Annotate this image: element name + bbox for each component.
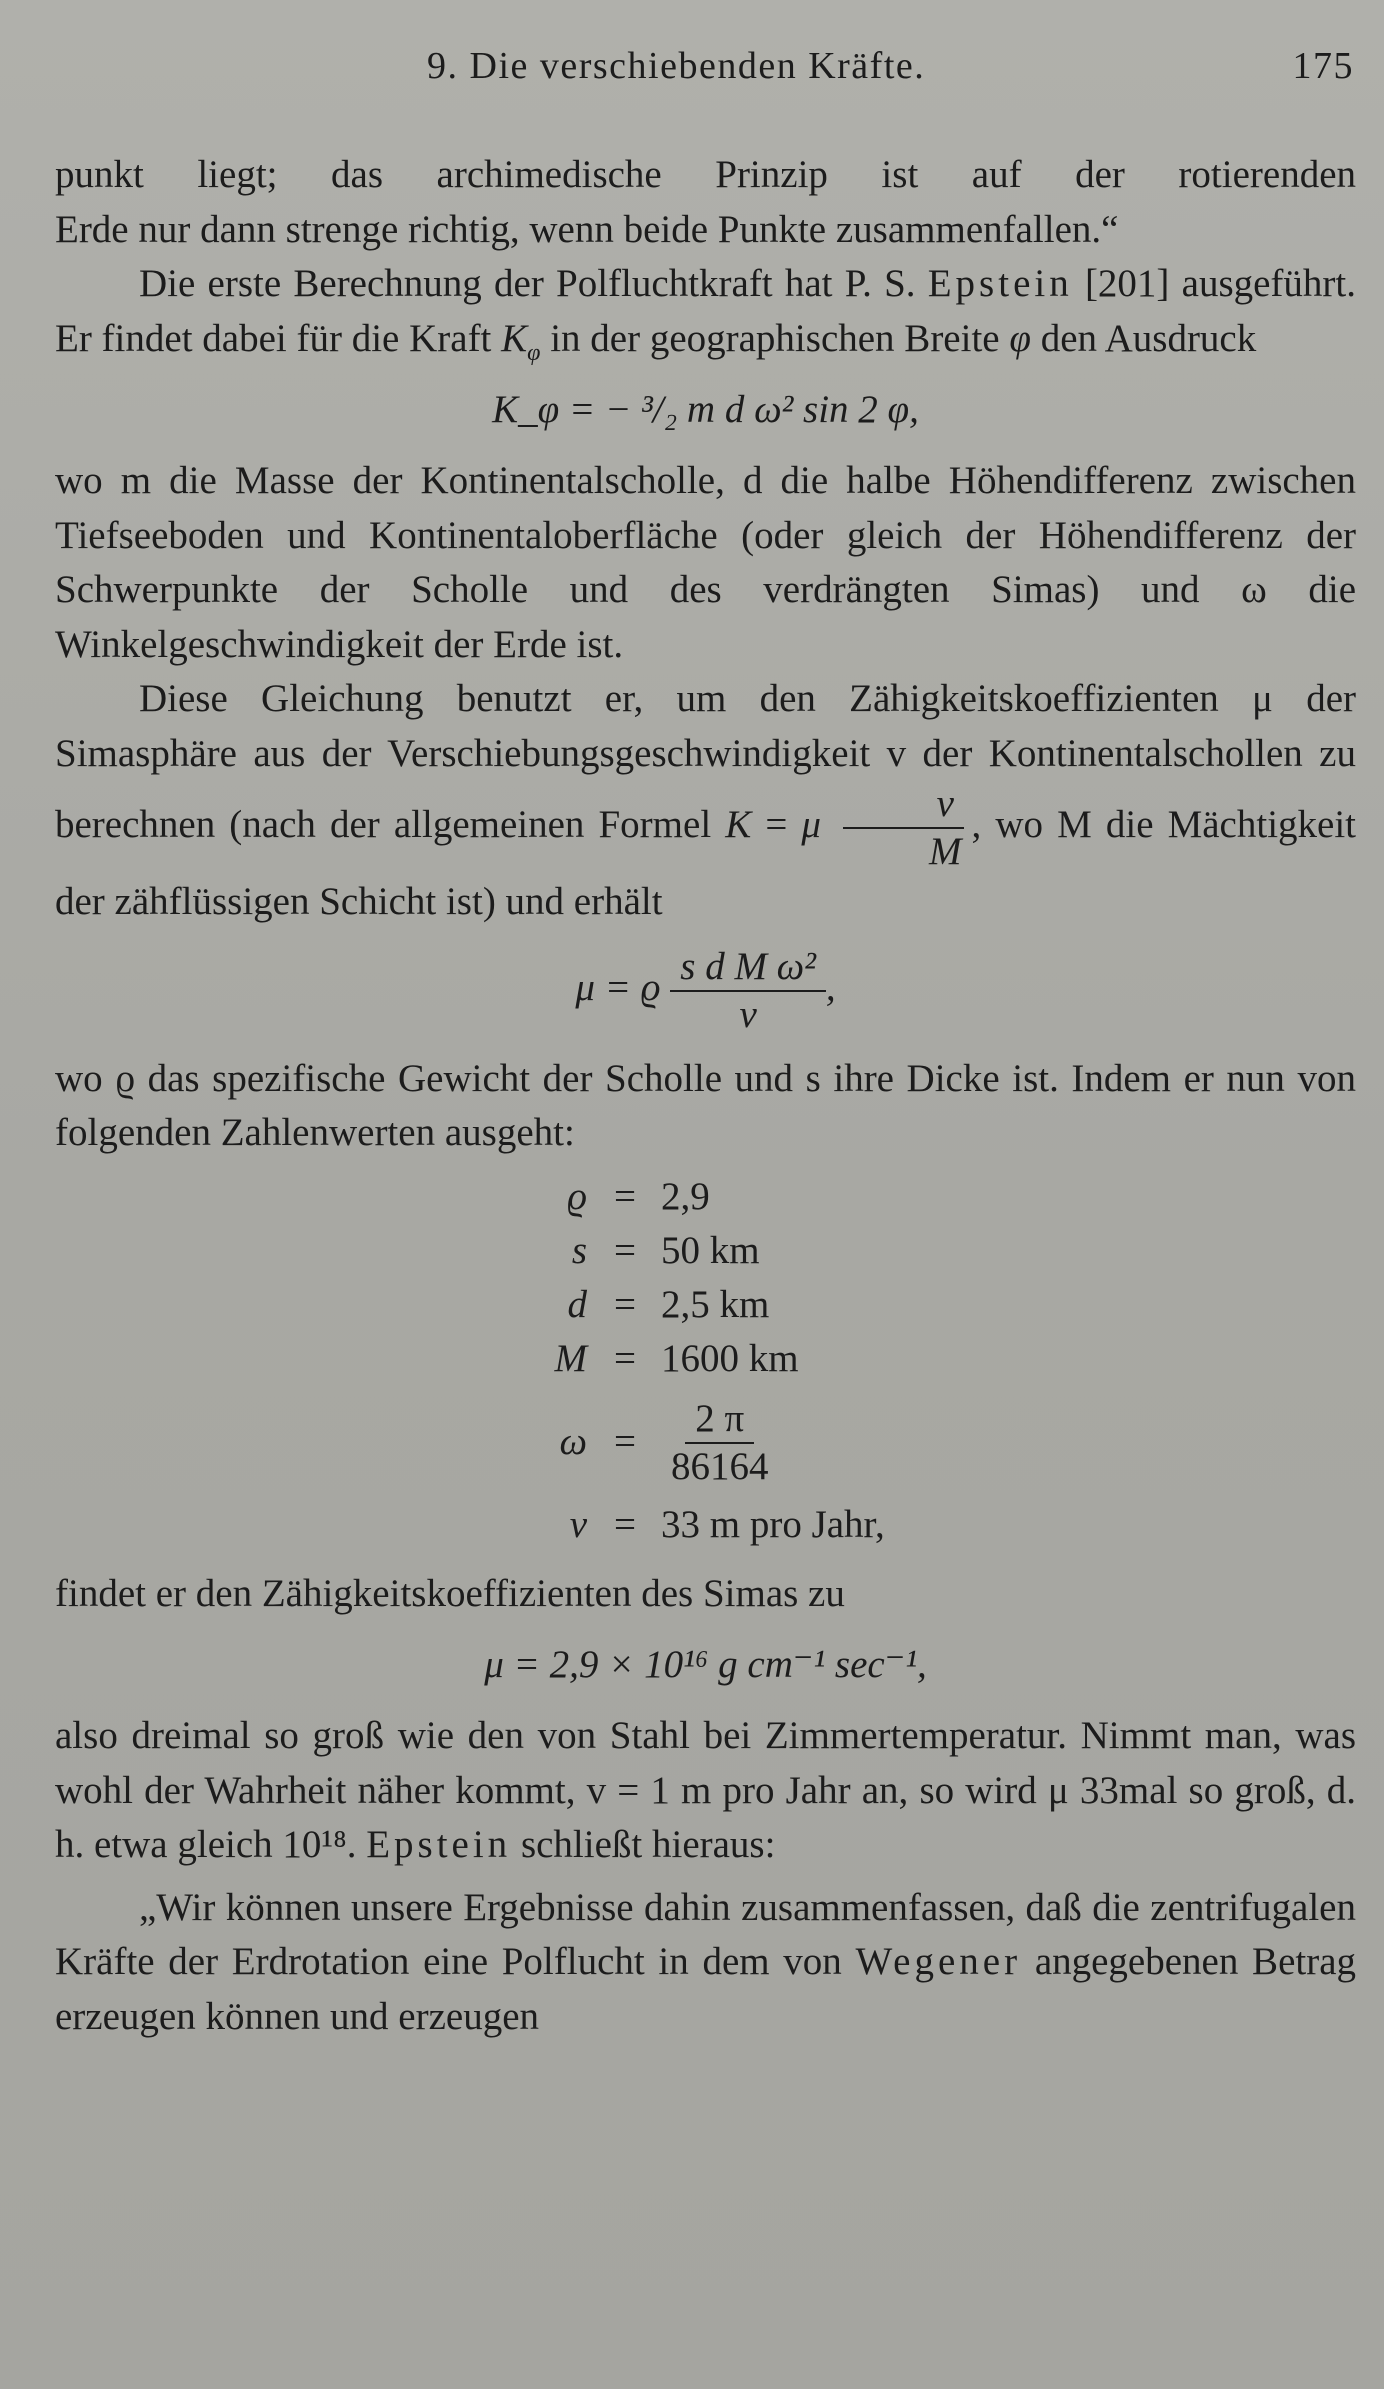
paragraph-5: wo ϱ das spezifische Gewicht der Scholle und s ihre Dicke ist. Indem er nun von folgenden Zahlenwerten ausgeht: xyxy=(55,1056,1356,1154)
value-row: d = 2,5 km xyxy=(567,1283,770,1327)
formula-fraction: $\frac{v}{M}$ xyxy=(835,781,972,875)
value-row: s = 50 km xyxy=(571,1229,760,1273)
paragraph-4: Diese Gleichung benutzt er, um den Zähigkeitskoeffizienten μ der Simasphäre aus der Verschiebungsgeschwindigkeit v der Kontinentalschollen zu berechnen (nach der allgemeinen Formel K = μ $\frac{v}{M}$ , wo M die Mächtigkeit der zähflüssigen Schicht ist) und erhält xyxy=(55,677,1357,923)
value-row: ω = $\frac{2 \pi}{86164}$ xyxy=(559,1396,769,1488)
paragraph-2: Die erste Berechnung der Polfluchtkraft hat P. S. Epstein [201] ausgeführt. Er findet dabei für die Kraft $K_\varphi$ in der geographischen Breite φ den Ausdruck xyxy=(55,262,1356,366)
author-epstein: Epstein xyxy=(927,262,1073,305)
equation-result: μ = 2,9 × 10¹⁶ g cm⁻¹ sec⁻¹, xyxy=(484,1643,927,1686)
value-row: v = 33 m pro Jahr, xyxy=(569,1503,885,1547)
paragraph-3: wo m die Masse der Kontinentalscholle, d die halbe Höhendifferenz zwischen Tiefseeboden und Kontinentaloberfläche (oder gleich der Höhendifferenz der Schwerpunkte der Scholle und des verdrängten Simas) und ω die Winkelgeschwindigkeit der Erde ist. xyxy=(55,459,1356,666)
equation-polfluchtkraft: K_φ = − ³/₂ m d ω² sin 2 φ, xyxy=(492,388,919,431)
paragraph-1-line-2: Erde nur dann strenge richtig, wenn beide Punkte zusammenfallen.“ xyxy=(55,207,1119,251)
author-epstein: Epstein xyxy=(366,1823,512,1866)
paragraph-8: „Wir können unsere Ergebnisse dahin zusammenfassen, daß die zentrifugalen Kräfte der Erdrotation eine Polflucht in dem von Wegener angegebenen Betrag erzeugen können und erzeugen xyxy=(55,1885,1357,2038)
value-row: ϱ = 2,9 xyxy=(567,1175,710,1219)
paragraph-7: also dreimal so groß wie den von Stahl bei Zimmertemperatur. Nimmt man, was wohl der Wahrheit näher kommt, v = 1 m pro Jahr an, so wird μ 33mal so groß, d. h. etwa gleich 10¹⁸. Epstein schließt hieraus: xyxy=(55,1714,1356,1866)
equation-viscosity: μ = ϱ $\frac{\text{s d M ω²}}{v}$ , xyxy=(575,944,836,1036)
page-number: 175 xyxy=(1292,45,1354,87)
author-wegener: Wegener xyxy=(855,1940,1022,1983)
chapter-title: 9. Die verschiebenden Kräfte. xyxy=(427,45,926,87)
value-list xyxy=(55,1171,1356,1553)
value-row: M = 1600 km xyxy=(554,1337,799,1381)
paragraph-6: findet er den Zähigkeitskoeffizienten des Simas zu xyxy=(55,1571,845,1615)
page-body xyxy=(55,148,1356,2044)
running-header xyxy=(0,40,1384,90)
paragraph-1-line-1: punkt liegt; das archimedische Prinzip ist auf der rotierenden xyxy=(55,153,1356,196)
